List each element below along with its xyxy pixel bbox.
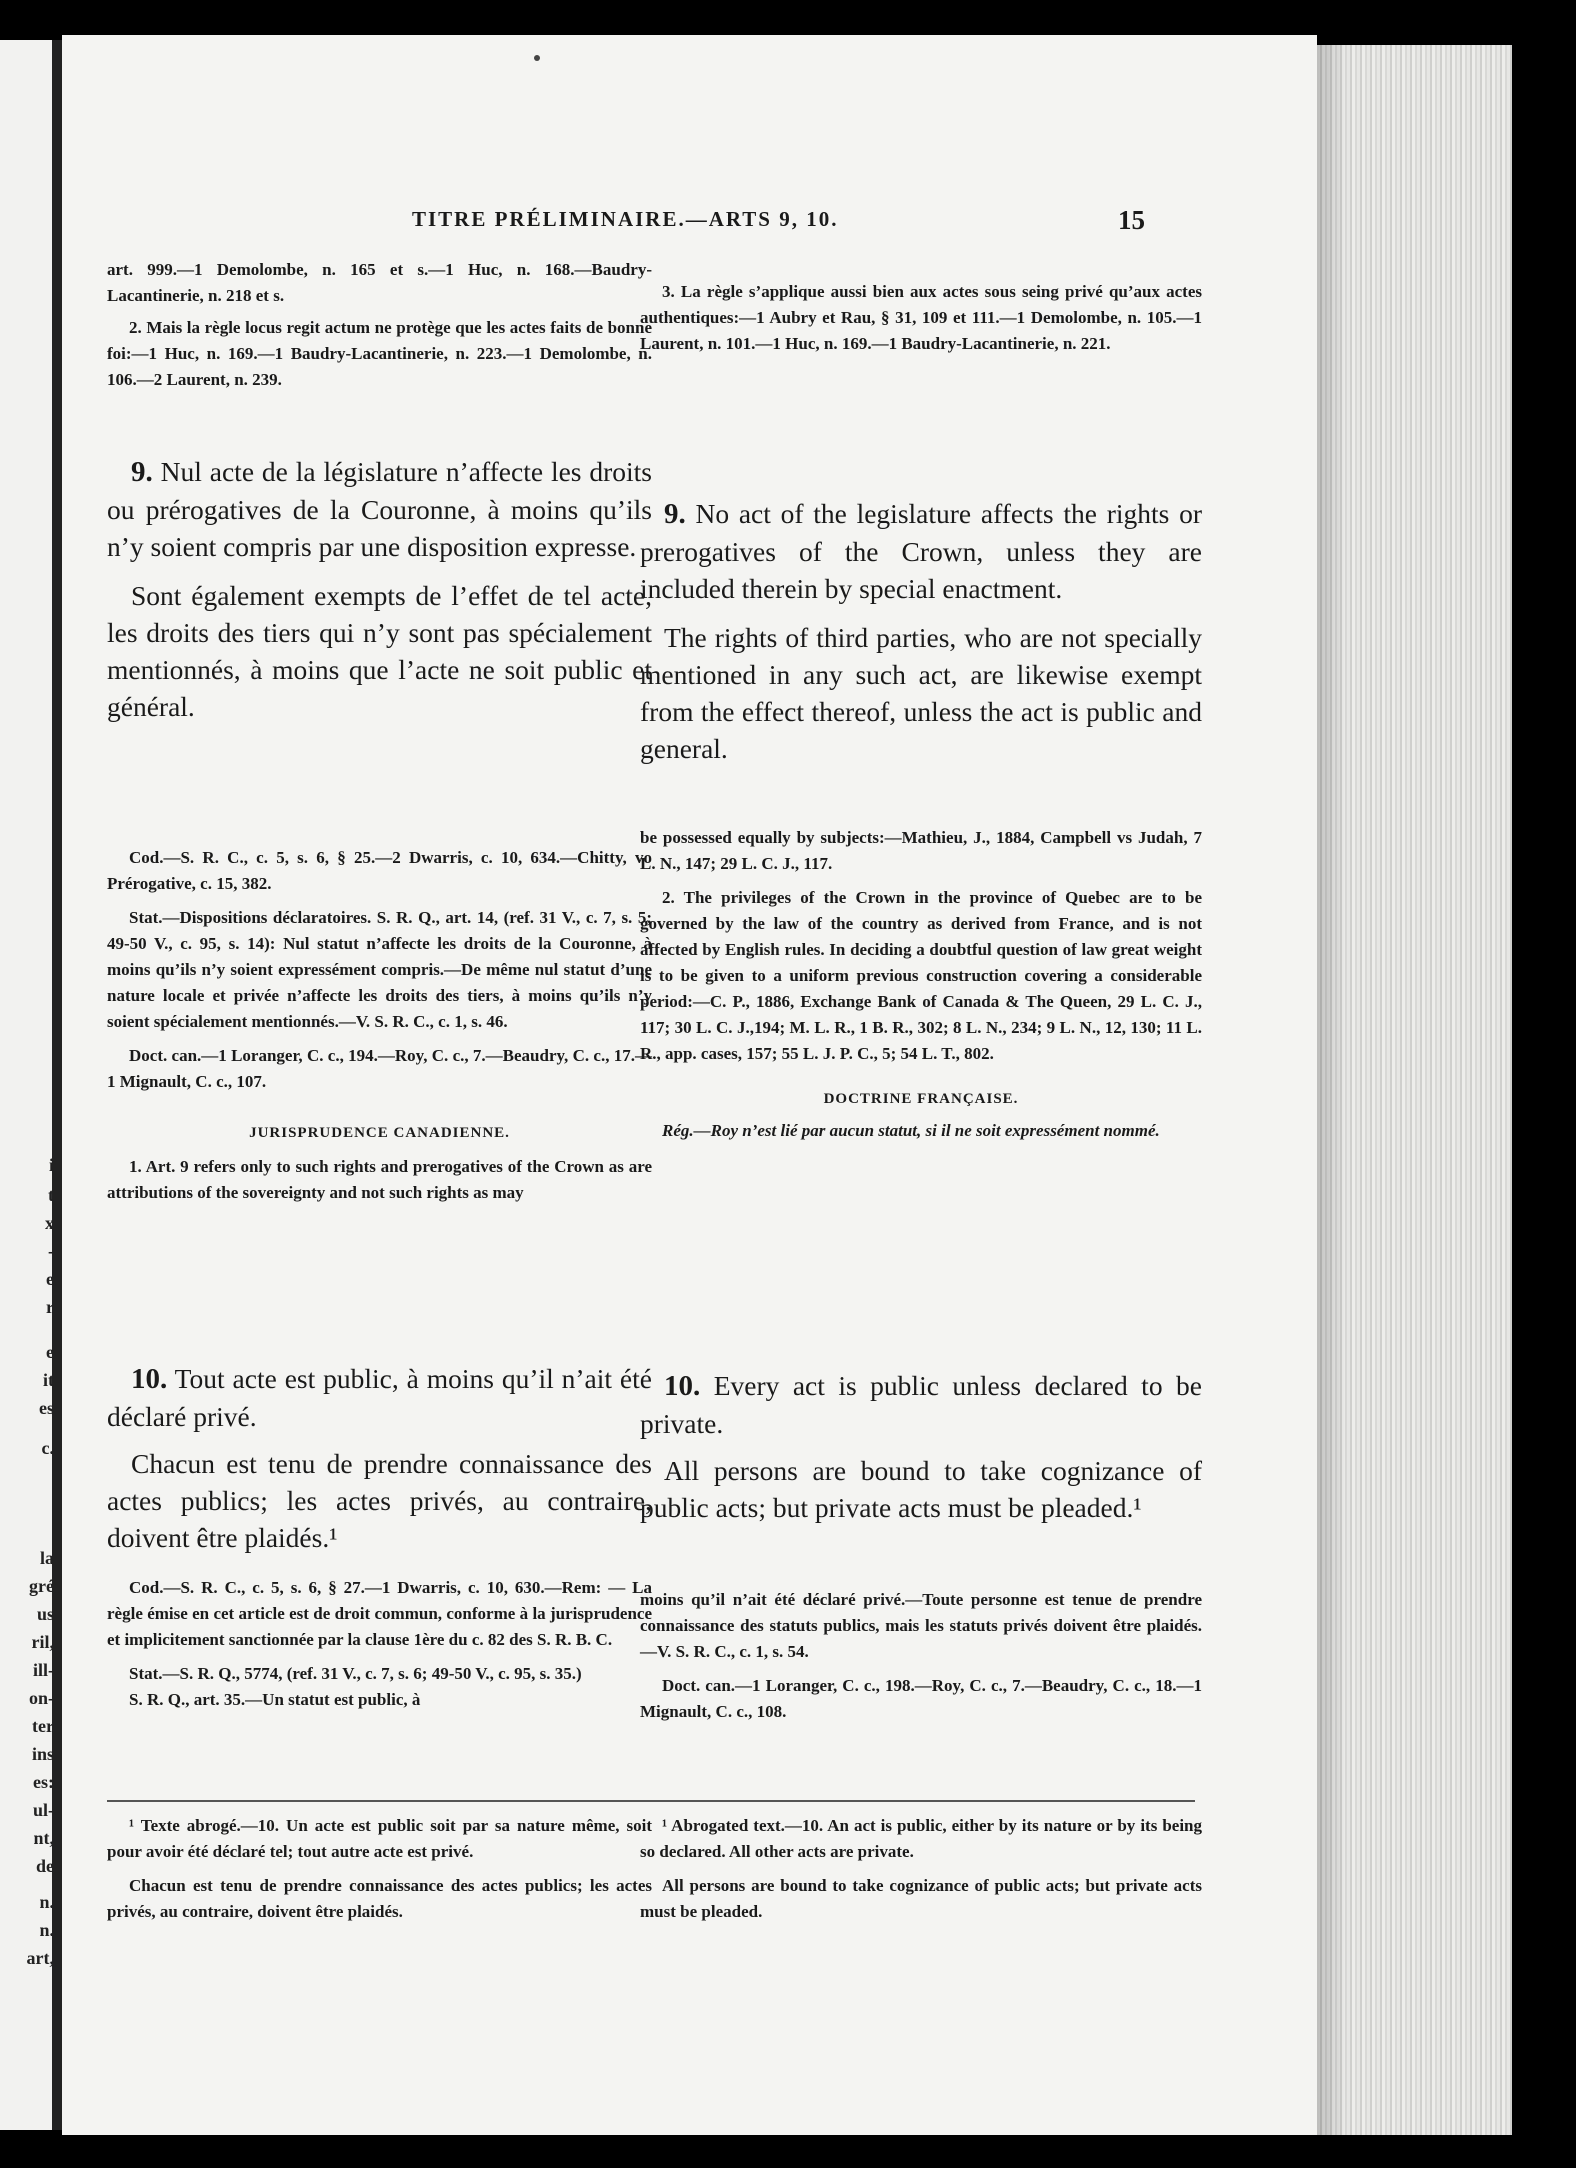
fr-top-note-1: art. 999.—1 Demolombe, n. 165 et s.—1 Huc, n. 168.—Baudry-Lacantinerie, n. 218 et s.: [107, 260, 652, 305]
prev-page-fragment: c.: [41, 1438, 54, 1458]
prev-page-fragment: nt,: [33, 1828, 54, 1848]
page-number: 15: [1118, 205, 1145, 235]
prev-page-fragment: ril,: [31, 1632, 54, 1652]
en-art10-number: 10.: [664, 1370, 701, 1402]
fr-top-note-2: 2. Mais la règle locus regit actum ne protège que les actes faits de bonne foi:—1 Huc, n. 169.—1 Baudry-Lacantinerie, n. 223.—1 Demolombe, n. 106.—2 Laurent, n. 239.: [107, 318, 652, 389]
prev-page-fragment: i: [48, 1155, 54, 1175]
english-top-notes: [640, 279, 1202, 357]
en-footnote-2: All persons are bound to take cognizance of public acts; but private acts must be pleaded.: [640, 1876, 1202, 1921]
fr-art9-number: 9.: [131, 456, 153, 488]
book-page: [62, 35, 1317, 2135]
jurisprudence-heading: JURISPRUDENCE CANADIENNE.: [249, 1125, 510, 1141]
fr-footnotes: [107, 1813, 652, 1925]
prev-page-fragment: t: [48, 1185, 54, 1205]
prev-page-fragment: n.: [39, 1920, 54, 1940]
fr-art10-note-stat: Stat.—S. R. Q., 5774, (ref. 31 V., c. 7, s. 6; 49-50 V., c. 95, s. 35.): [129, 1664, 582, 1683]
en-art10-notes: [640, 1587, 1202, 1725]
prev-page-fragment: art,: [26, 1948, 54, 1968]
en-art10-para-2: All persons are bound to take cognizance of public acts; but private acts must be pleaded.¹: [640, 1455, 1202, 1523]
en-footnote-1: ¹ Abrogated text.—10. An act is public, either by its nature or by its being so declared. All other acts are private.: [640, 1816, 1202, 1861]
previous-page-edge: [0, 40, 62, 2130]
fr-art10-notes: [107, 1575, 652, 1713]
en-art10-note-1: moins qu’il n’ait été déclaré privé.—Toute personne est tenue de prendre connaissance des statuts publics, mais les statuts privés doivent être plaidés.—V. S. R. C., c. 1, s. 54.: [640, 1590, 1202, 1661]
speck: [534, 55, 540, 61]
fr-art9-note-stat: Stat.—Dispositions déclaratoires. S. R. Q., art. 14, (ref. 31 V., c. 7, s. 5; 49-50 V., c. 95, s. 14): Nul statut n’affecte les droits de la Couronne, à moins qu’ils n’y soient expressément compris.—De même nul statut d’une nature locale et privée n’affecte les droits des tiers, à moins qu’ils n’y soient spécialement mentionnés.—V. S. R. C., c. 1, s. 46.: [107, 908, 652, 1031]
fr-footnote-1: ¹ Texte abrogé.—10. Un acte est public soit par sa nature même, soit pour avoir été déclaré tel; tout autre acte est privé.: [107, 1816, 652, 1861]
prev-page-fragment: ins: [31, 1744, 54, 1764]
en-art9-notes: [640, 825, 1202, 1144]
fr-art9-para-2: Sont également exempts de l’effet de tel acte, les droits des tiers qui n’y sont pas spécialement mentionnés, à moins que l’acte ne soit public et général.: [107, 580, 652, 722]
prev-page-fragment: e: [46, 1342, 54, 1362]
fr-art10-para-2: Chacun est tenu de prendre connaissance des actes publics; les actes privés, au contraire, doivent être plaidés.¹: [107, 1448, 652, 1553]
fr-art10-number: 10.: [131, 1363, 168, 1395]
doctrine-text: Rég.—Roy n’est lié par aucun statut, si il ne soit expressément nommé.: [662, 1121, 1160, 1140]
en-top-note-1: 3. La règle s’applique aussi bien aux actes sous seing privé qu’aux actes authentiques:—1 Aubry et Rau, § 31, 109 et 111.—1 Demolombe, n. 105.—1 Laurent, n. 101.—1 Huc, n. 169.—1 Baudry-Lacantinerie, n. 221.: [640, 282, 1202, 353]
en-art9-text-1: No act of the legislature affects the rights or prerogatives of the Crown, unless they are included therein by special enactment.: [640, 498, 1202, 604]
en-art9-para-1: [640, 495, 1202, 607]
en-art9-number: 9.: [664, 498, 686, 530]
fr-art10-note-cod: Cod.—S. R. C., c. 5, s. 6, § 27.—1 Dwarris, c. 10, 630.—Rem: — La règle émise en cet article est de droit commun, conforme à la jurisprudence et implicitement sanctionnée par la clause 1ère du c. 82 des S. R. B. C.: [107, 1578, 652, 1649]
french-top-notes: [107, 257, 652, 393]
fr-art9-note-cod: Cod.—S. R. C., c. 5, s. 6, § 25.—2 Dwarris, c. 10, 634.—Chitty, vo Prérogative, c. 15, 382.: [107, 848, 652, 893]
prev-page-fragment: es:: [33, 1772, 54, 1792]
prev-page-fragment: de: [36, 1856, 54, 1876]
en-art10-text-1: Every act is public unless declared to be private.: [640, 1370, 1202, 1439]
fr-art10-para-1: [107, 1360, 652, 1435]
prev-page-fragment: us: [36, 1604, 54, 1624]
prev-page-fragment: r: [46, 1297, 54, 1317]
prev-page-fragment: it: [43, 1370, 54, 1390]
en-article-9: [640, 495, 1202, 767]
fr-art9-para-1: [107, 453, 652, 565]
prev-page-fragment: x: [45, 1213, 54, 1233]
prev-page-fragment: n.: [39, 1892, 54, 1912]
en-footnote-rule: [640, 1800, 1195, 1802]
fr-article-10: [107, 1360, 652, 1556]
en-art9-note-2: 2. The privileges of the Crown in the province of Quebec are to be governed by the law of the country as derived from France, and is not affected by English rules. In deciding a doubtful question of law great weight is to be given to a uniform previous construction covering a considerable period:—C. P., 1886, Exchange Bank of Canada & The Queen, 29 L. C. J., 117; 30 L. C. J.,194; M. L. R., 1 B. R., 302; 8 L. N., 234; 9 L. N., 12, 130; 11 L. R., app. cases, 157; 55 L. J. P. C., 5; 54 L. T., 802.: [640, 888, 1202, 1063]
fr-art9-text-1: Nul acte de la législature n’affecte les droits ou prérogatives de la Couronne, à moins qu’ils n’y soient compris par une disposition expresse.: [107, 456, 653, 562]
en-art9-para-2: The rights of third parties, who are not specially mentioned in any such act, are likewise exempt from the effect thereof, unless the act is public and general.: [640, 622, 1202, 764]
prev-page-fragment: on-: [28, 1688, 54, 1708]
en-footnotes: [640, 1813, 1202, 1925]
fr-art10-text-1: Tout acte est public, à moins qu’il n’ait été déclaré privé.: [107, 1363, 652, 1432]
prev-page-fragment: es: [39, 1398, 54, 1418]
prev-page-fragment: ul-: [32, 1800, 54, 1820]
prev-page-fragment: e: [46, 1269, 54, 1289]
prev-page-fragment: la: [39, 1548, 54, 1568]
en-art10-para-1: [640, 1367, 1202, 1442]
fr-footnote-rule: [107, 1800, 652, 1802]
en-article-10: [640, 1367, 1202, 1526]
en-art10-note-doct: Doct. can.—1 Loranger, C. c., 198.—Roy, C. c., 7.—Beaudry, C. c., 18.—1 Mignault, C. c., 108.: [640, 1676, 1202, 1721]
running-head: TITRE PRÉLIMINAIRE.—ARTS 9, 10.: [412, 207, 839, 231]
fr-art10-note-srq: S. R. Q., art. 35.—Un statut est public, à: [129, 1690, 421, 1709]
prev-page-fragment: gré: [29, 1576, 54, 1596]
doctrine-heading: DOCTRINE FRANÇAISE.: [823, 1091, 1019, 1107]
prev-page-fragment: -: [48, 1241, 54, 1261]
jurisprudence-text: 1. Art. 9 refers only to such rights and prerogatives of the Crown as are attributions of the sovereignty and not such rights as may: [107, 1157, 652, 1202]
en-art9-note-1: be possessed equally by subjects:—Mathieu, J., 1884, Campbell vs Judah, 7 L. N., 147; 29 L. C. J., 117.: [640, 828, 1202, 873]
fr-footnote-2: Chacun est tenu de prendre connaissance des actes publics; les actes privés, au contraire, doivent être plaidés.: [107, 1876, 652, 1921]
prev-page-fragment: ill-: [33, 1660, 54, 1680]
prev-page-fragment: ter: [32, 1716, 54, 1736]
book-page-edges: [1317, 45, 1512, 2135]
fr-article-9: [107, 453, 652, 725]
fr-art9-notes: [107, 845, 652, 1206]
fr-art9-note-doct: Doct. can.—1 Loranger, C. c., 194.—Roy, C. c., 7.—Beaudry, C. c., 17.—1 Mignault, C. c., 107.: [107, 1046, 652, 1091]
